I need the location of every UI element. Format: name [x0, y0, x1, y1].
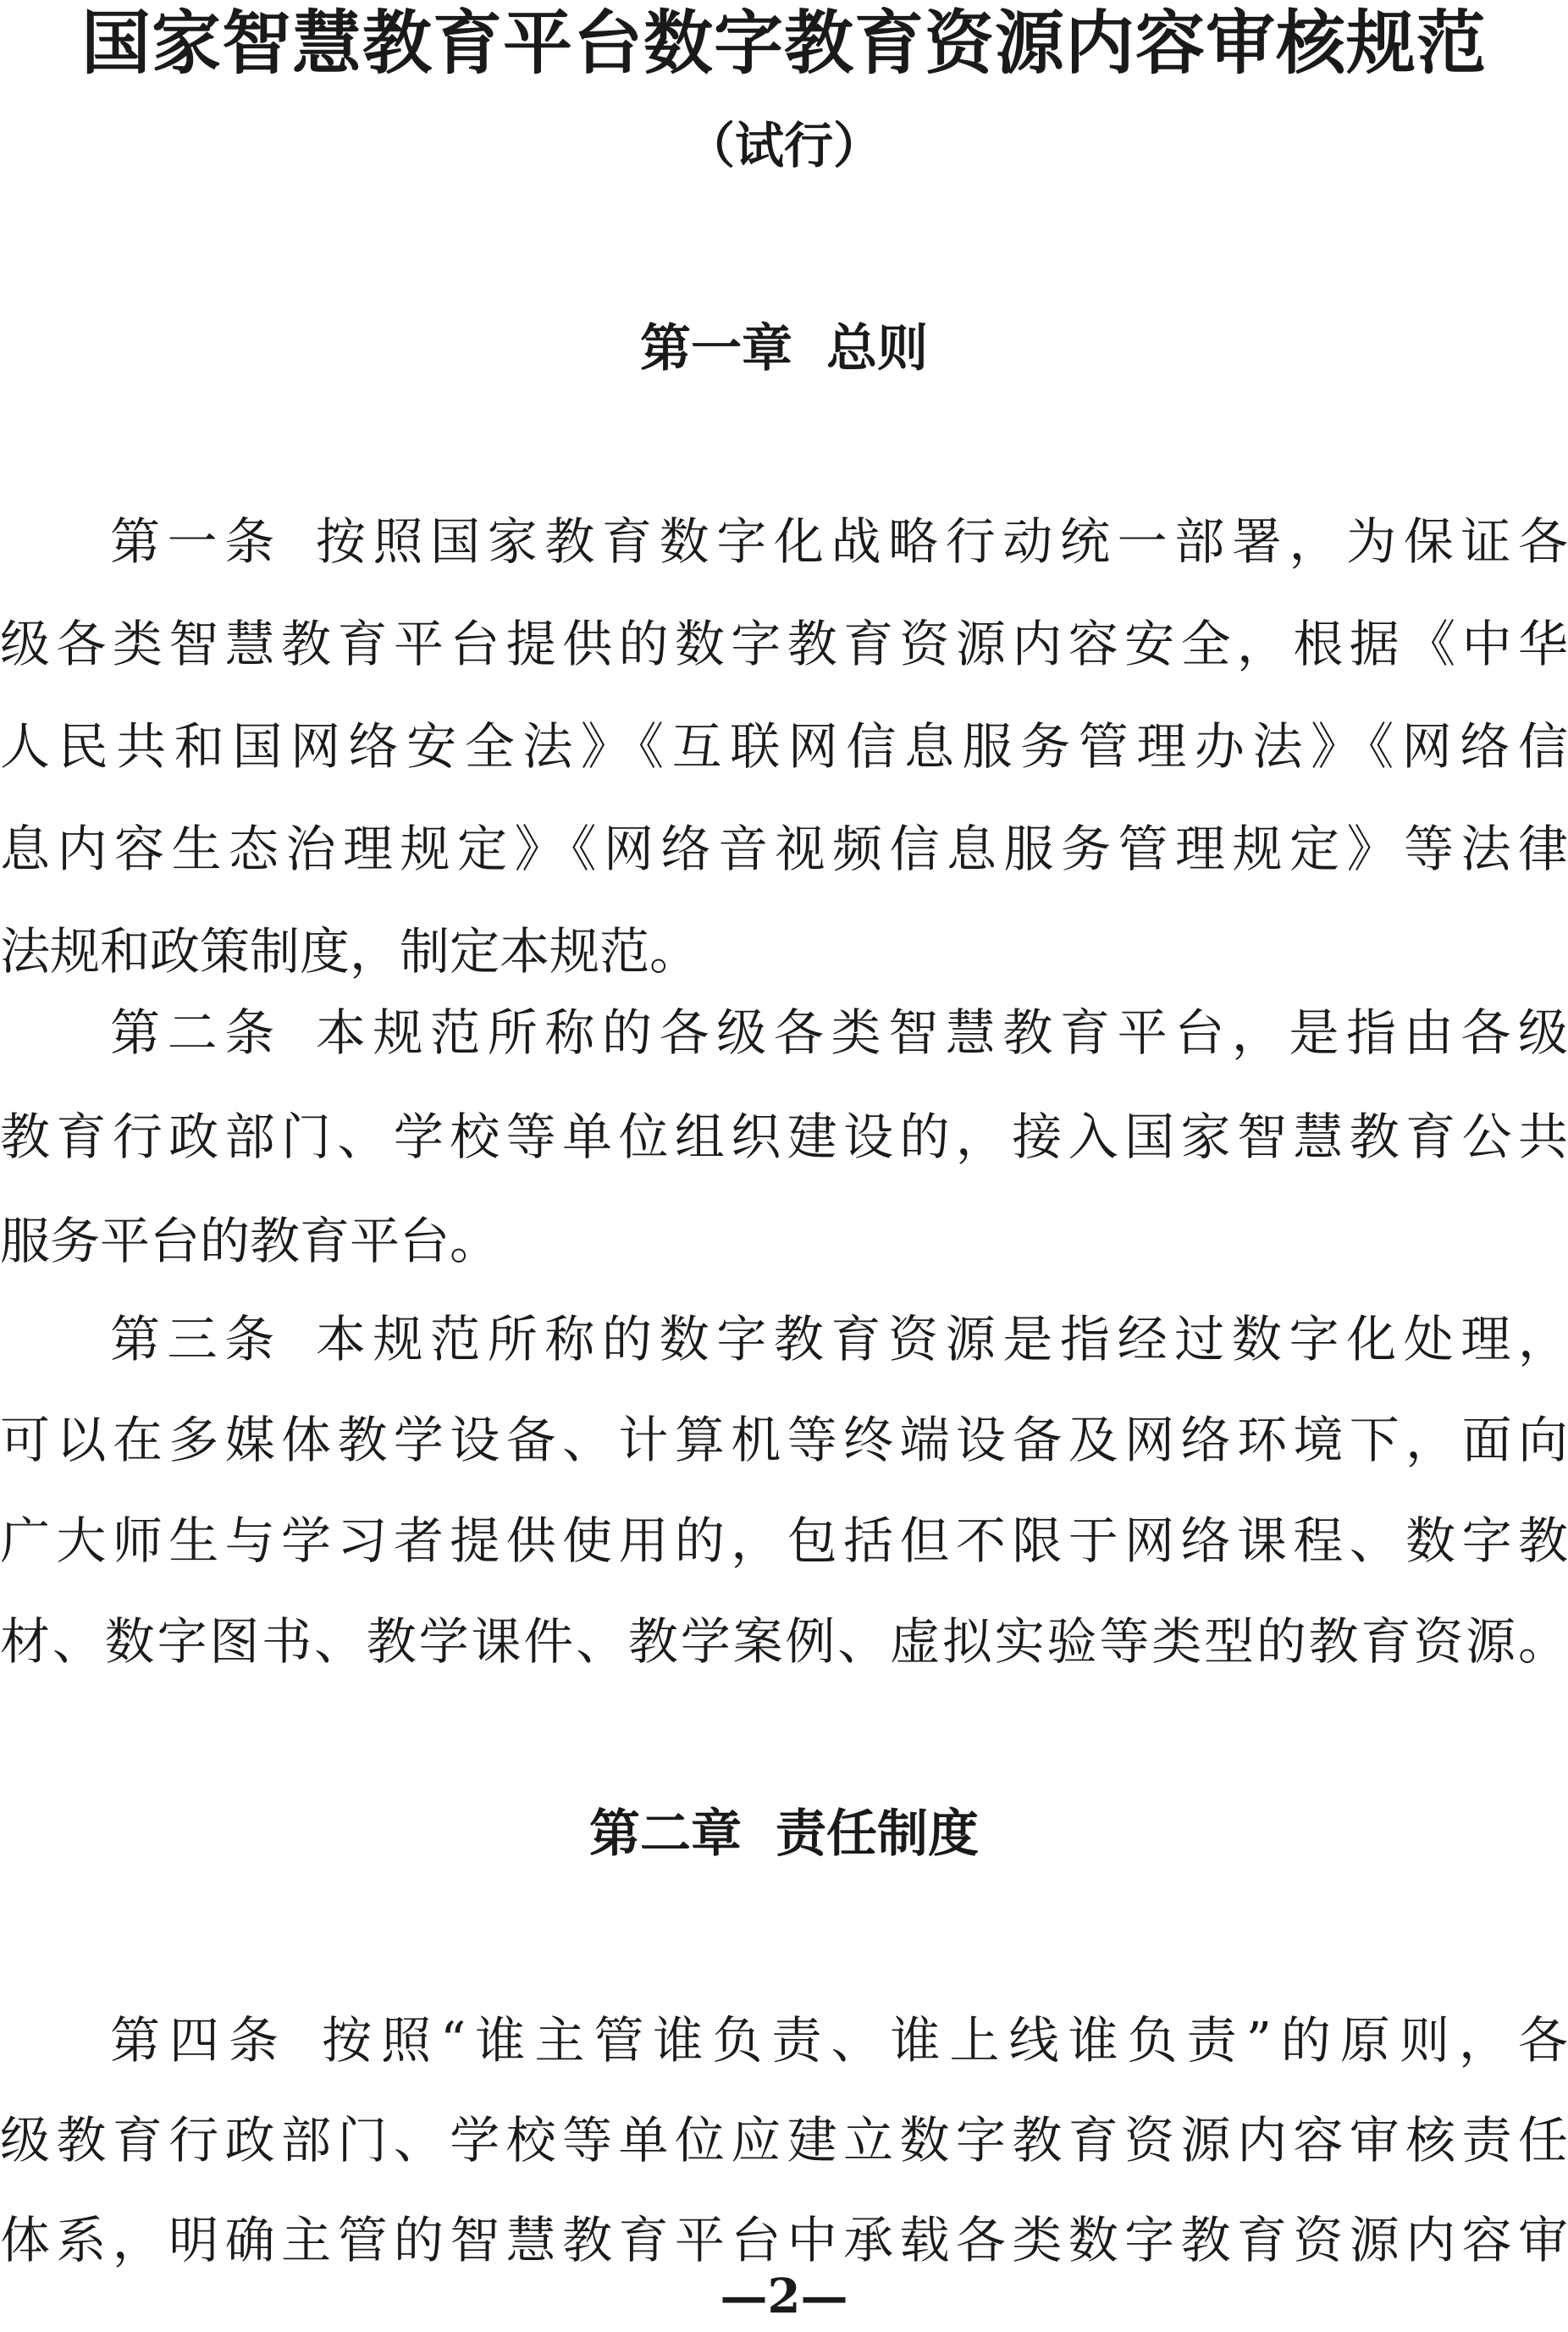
article-text: 按照国家教育数字化战略行动统一部署，为保证各 [315, 512, 1568, 571]
article-text-line: 服务平台的教育平台。 [0, 1212, 500, 1270]
article-text-line: 人民共和国网络安全法》《互联网信息服务管理办法》《网络信 [0, 717, 1568, 776]
article-text-line: 教育行政部门、学校等单位组织建设的，接入国家智慧教育公共 [0, 1108, 1568, 1166]
chapter-heading [0, 1792, 1568, 1876]
chapter-name: 责任制度 [776, 1804, 979, 1864]
page-number: —2— [720, 2268, 848, 2324]
article-first-line [0, 1990, 1568, 2092]
article-text-line: 法规和政策制度，制定本规范。 [0, 922, 700, 981]
article-text-line: 级各类智慧教育平台提供的数字教育资源内容安全，根据《中华 [0, 615, 1568, 673]
article-label: 第二条 [110, 1003, 282, 1062]
article-text-line: 息内容生态治理规定》《网络音视频信息服务管理规定》等法律 [0, 820, 1568, 878]
article-text: 按照“谁主管谁负责、谁上线谁负责”的原则，各 [322, 2011, 1568, 2070]
document-subtitle: （试行） [685, 117, 882, 174]
chapter-number: 第一章 [640, 319, 792, 379]
article-text: 本规范所称的数字教育资源是指经过数字化处理， [315, 1310, 1568, 1368]
article-text-line: 广大师生与学习者提供使用的，包括但不限于网络课程、数字教 [0, 1511, 1568, 1570]
article-label: 第三条 [110, 1310, 282, 1368]
chapter-number: 第二章 [589, 1804, 742, 1864]
article-label: 第一条 [110, 512, 282, 571]
article-first-line [0, 982, 1568, 1084]
article-text-line: 级教育行政部门、学校等单位应建立数字教育资源内容审核责任 [0, 2111, 1568, 2169]
article-first-line [0, 1289, 1568, 1390]
article-text-line: 可以在多媒体教学设备、计算机等终端设备及网络环境下，面向 [0, 1411, 1568, 1469]
article-label: 第四条 [110, 2011, 289, 2070]
article-text-line: 体系，明确主管的智慧教育平台中承载各类数字教育资源内容审 [0, 2211, 1568, 2269]
article-text: 本规范所称的各级各类智慧教育平台，是指由各级 [315, 1003, 1568, 1062]
document-title: 国家智慧教育平台数字教育资源内容审核规范 [80, 3, 1487, 84]
article-first-line [0, 491, 1568, 593]
article-text-line: 材、数字图书、教学课件、教学案例、虚拟实验等类型的教育资源。 [0, 1612, 1568, 1671]
chapter-heading [0, 307, 1568, 391]
chapter-name: 总则 [826, 319, 928, 379]
